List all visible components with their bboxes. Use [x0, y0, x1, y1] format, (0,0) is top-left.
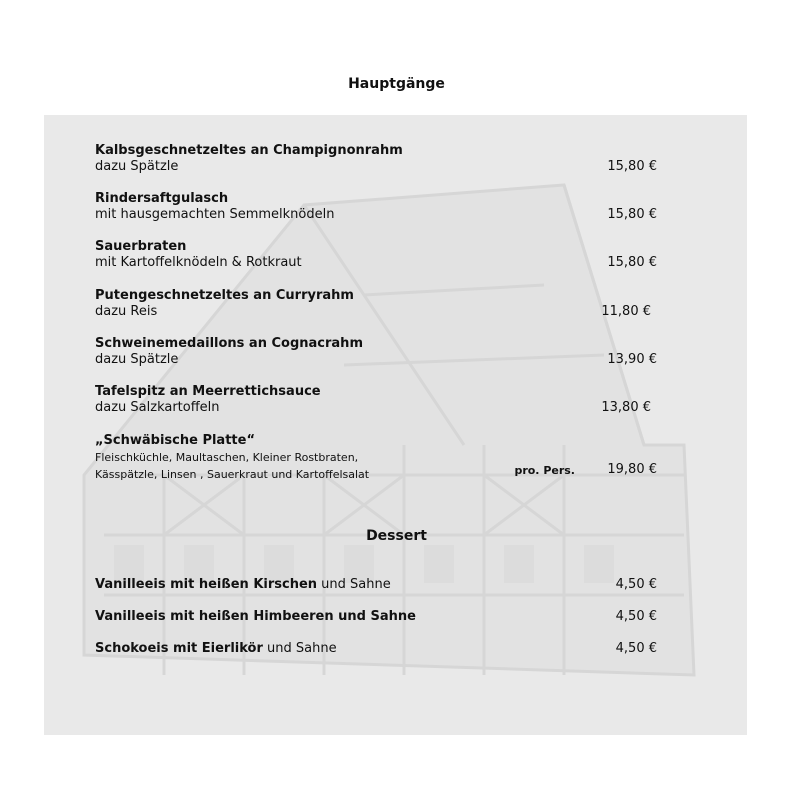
dessert-addition: und Sahne: [317, 577, 391, 592]
menu-item: [95, 143, 665, 175]
per-person-label: pro. Pers.: [514, 464, 575, 477]
dish-name: Rindersaftgulasch: [95, 191, 229, 206]
dish-description: dazu Spätzle: [95, 352, 179, 367]
dish-name: Schweinemedaillons an Cognacrahm: [95, 336, 363, 351]
dessert-name: Vanilleeis mit heißen Himbeeren und Sahne: [95, 609, 416, 624]
menu-item: [95, 288, 665, 320]
dish-price: 15,80 €: [607, 207, 657, 222]
menu-item: [95, 239, 665, 271]
dish-price: 11,80 €: [601, 304, 651, 319]
dish-name: Sauerbraten: [95, 239, 187, 254]
dish-description: Kässpätzle, Linsen , Sauerkraut und Kartoffelsalat: [95, 468, 370, 481]
menu-item: [95, 191, 665, 223]
dessert-addition: und Sahne: [262, 641, 337, 656]
menu-item: [95, 336, 665, 368]
dish-description: dazu Reis: [95, 304, 158, 319]
dessert-price: 4,50 €: [615, 641, 657, 656]
dish-description: Fleischküchle, Maultaschen, Kleiner Rostbraten,: [95, 451, 359, 464]
dish-price: 15,80 €: [607, 255, 657, 270]
dish-name: Kalbsgeschnetzeltes an Champignonrahm: [95, 143, 403, 158]
dish-price: 15,80 €: [607, 159, 657, 174]
dish-description: mit hausgemachten Semmelknödeln: [95, 207, 335, 222]
dish-description: dazu Salzkartoffeln: [95, 400, 220, 415]
main-courses-heading: Hauptgänge: [348, 76, 445, 92]
dish-price: 19,80 €: [607, 462, 657, 477]
dish-name: Putengeschnetzeltes an Curryrahm: [95, 288, 354, 303]
menu-item: [95, 384, 665, 416]
dish-name: „Schwäbische Platte“: [95, 433, 255, 448]
dessert-name: Vanilleeis mit heißen Kirschen: [95, 577, 318, 592]
dish-price: 13,80 €: [601, 400, 651, 415]
dessert-price: 4,50 €: [615, 609, 657, 624]
dessert-item: [95, 641, 665, 657]
dessert-price: 4,50 €: [615, 577, 657, 592]
dessert-item: [95, 577, 665, 593]
dessert-name: Schokoeis mit Eierlikör: [95, 641, 263, 656]
dish-name: Tafelspitz an Meerrettichsauce: [95, 384, 321, 399]
menu-item-platter: [95, 433, 665, 483]
dish-description: dazu Spätzle: [95, 159, 179, 174]
dessert-heading: Dessert: [366, 528, 427, 544]
dessert-item: [95, 609, 665, 625]
dish-description: mit Kartoffelknödeln & Rotkraut: [95, 255, 302, 270]
dish-price: 13,90 €: [607, 352, 657, 367]
